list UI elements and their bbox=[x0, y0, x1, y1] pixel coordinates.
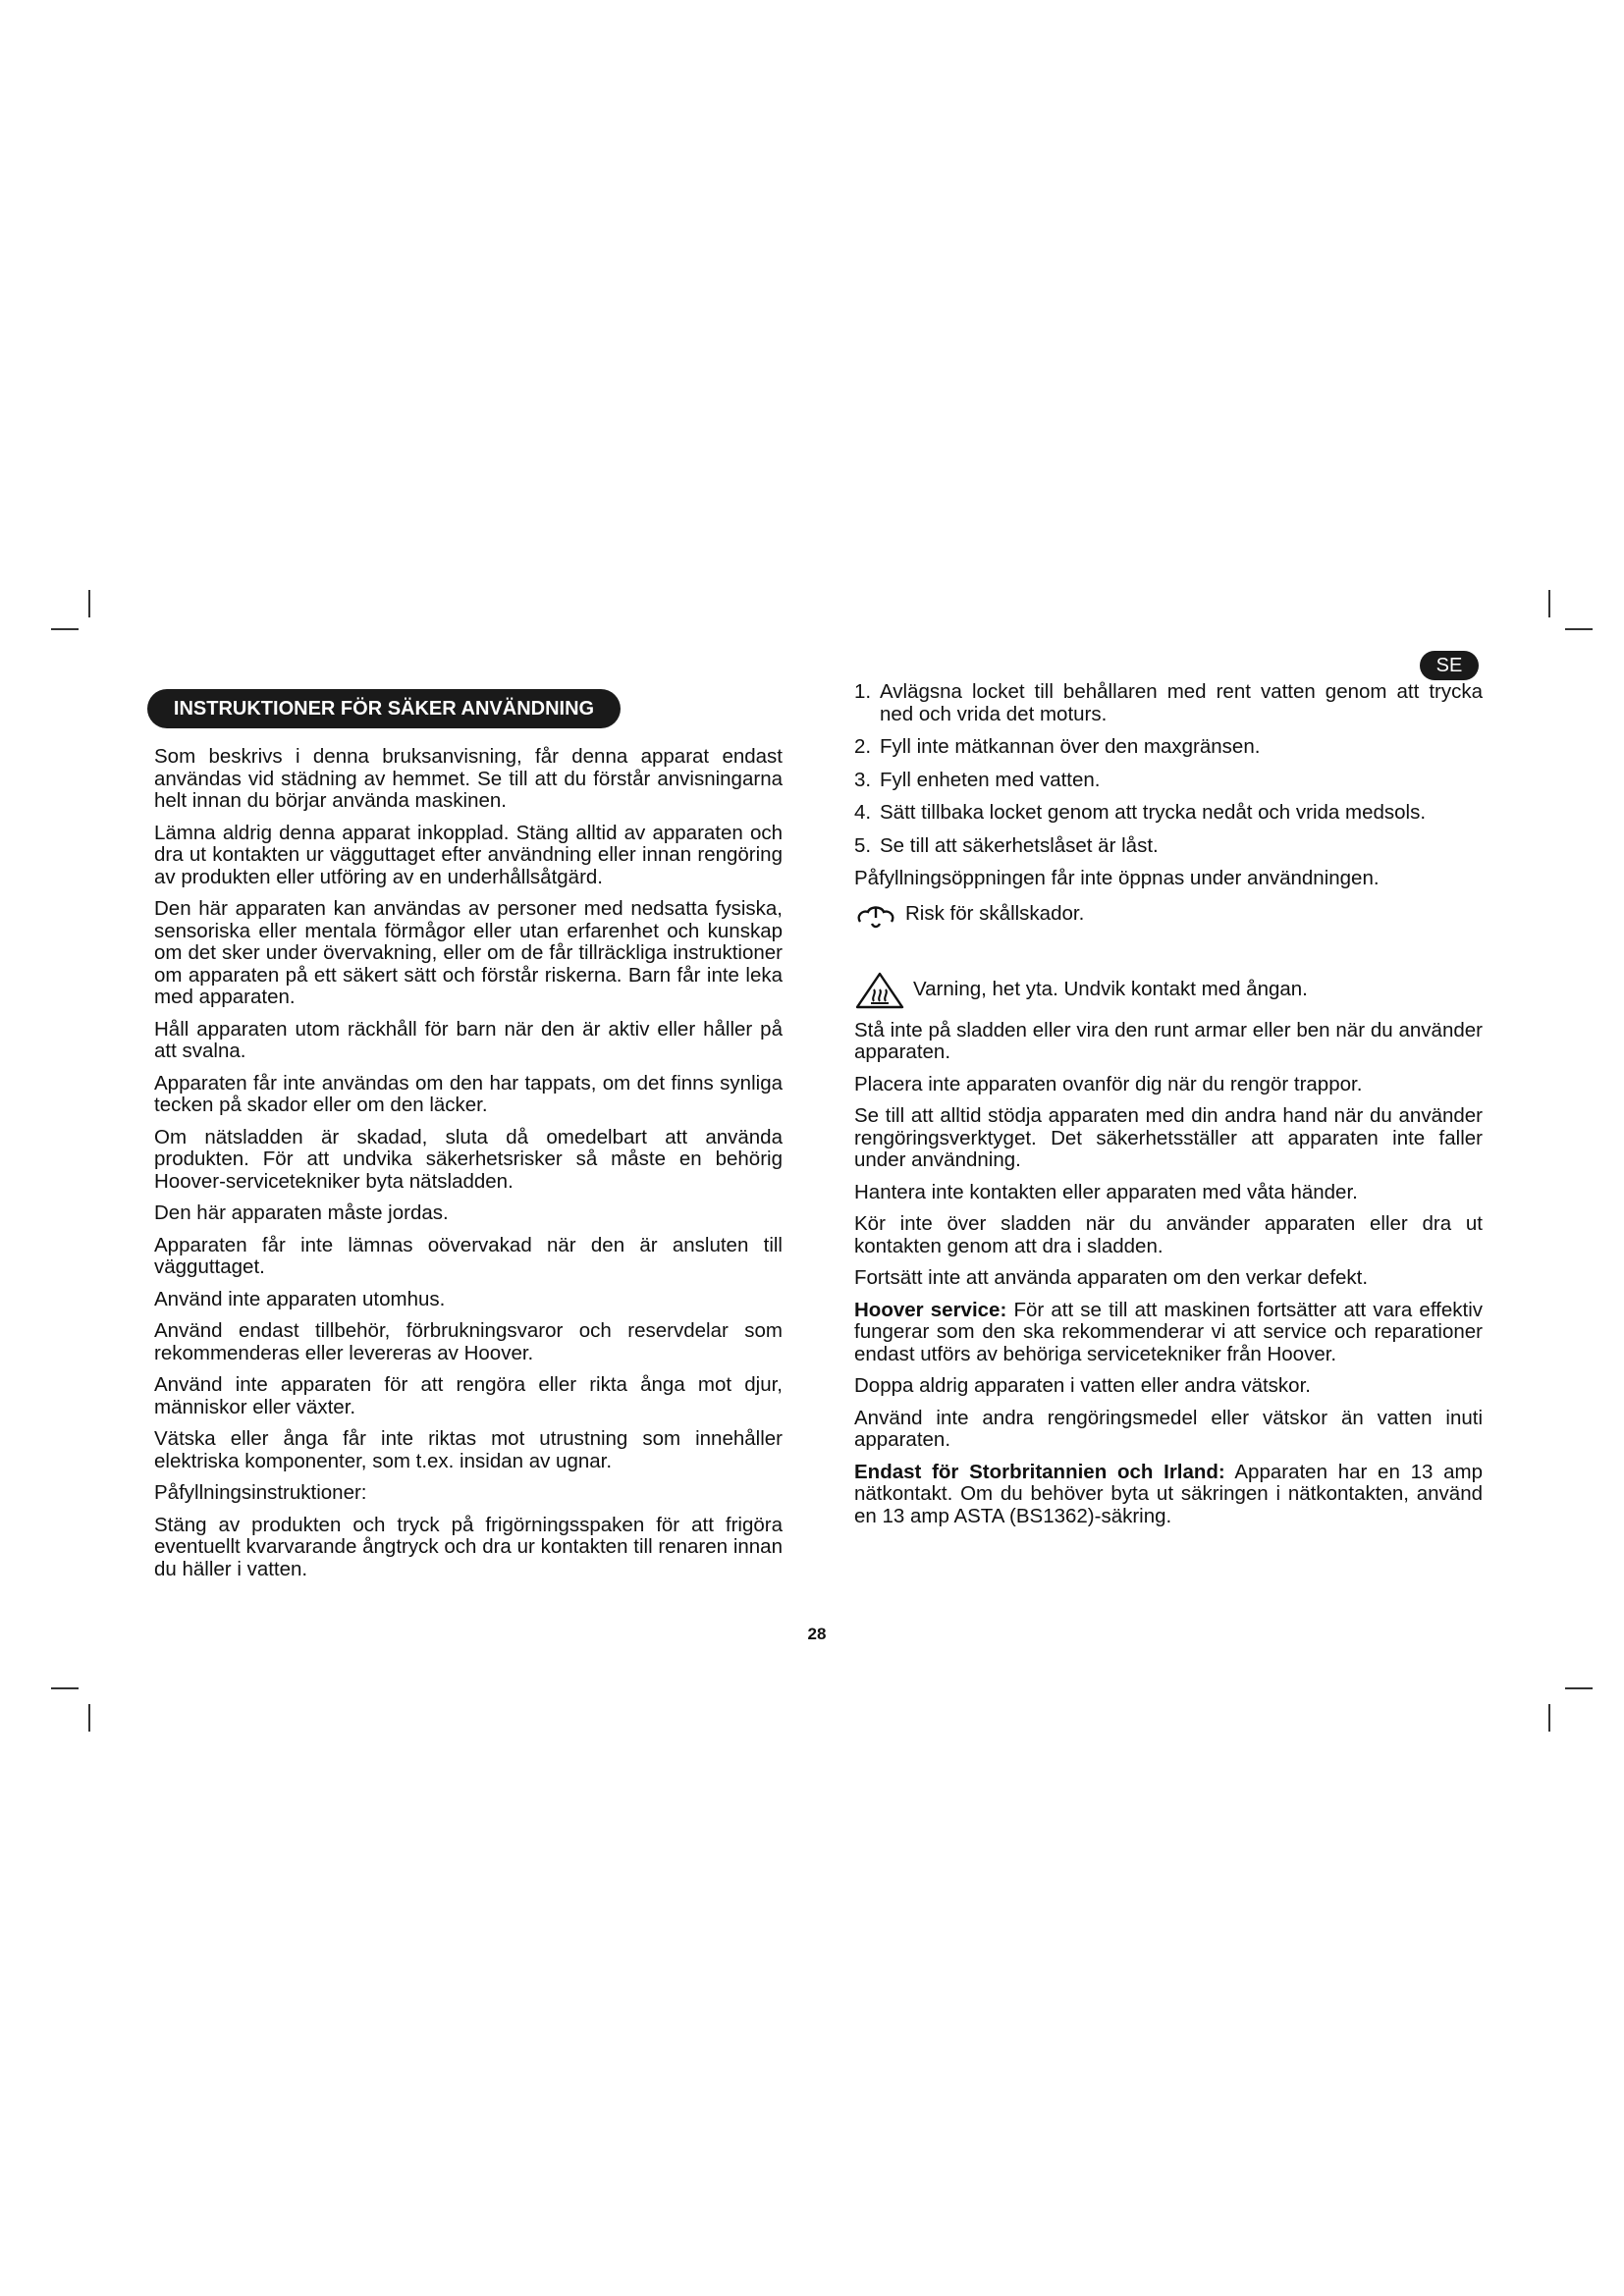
step-text: Se till att säkerhetslåset är låst. bbox=[880, 833, 1159, 857]
right-column bbox=[854, 681, 1483, 1537]
crop-mark bbox=[88, 1704, 90, 1732]
paragraph: Den här apparaten kan användas av personer med nedsatta fysiska, sensoriska eller mentala förmågor eller utan erfarenhet och kunskap om det sker under övervakning, eller om de får tillräckliga instruktioner om apparaten på ett säkert sätt och förstår riskerna. Barn får inte leka med apparaten. bbox=[154, 897, 783, 1008]
step-text: Fyll inte mätkannan över den maxgränsen. bbox=[880, 735, 1261, 758]
steam-scald-warning-icon bbox=[854, 900, 897, 930]
paragraph: Om nätsladden är skadad, sluta då omedelbart att använda produkten. För att undvika säkerhetsrisker så måste en behörig Hoover-servicetekniker byta nätsladden. bbox=[154, 1125, 783, 1193]
paragraph: Använd endast tillbehör, förbrukningsvaror och reservdelar som rekommenderas eller levereras av Hoover. bbox=[154, 1319, 783, 1364]
step-number: 5. bbox=[854, 833, 872, 857]
paragraph: Som beskrivs i denna bruksanvisning, får denna apparat endast användas vid städning av hemmet. Se till att du förstår anvisningarna helt innan du börjar använda maskinen. bbox=[154, 745, 783, 812]
hot-surface-warning bbox=[854, 971, 1483, 1010]
paragraph: Stå inte på sladden eller vira den runt armar eller ben när du använder apparaten. bbox=[854, 1018, 1483, 1063]
paragraph: Använd inte andra rengöringsmedel eller vätskor än vatten inuti apparaten. bbox=[854, 1406, 1483, 1451]
uk-ireland-paragraph bbox=[854, 1462, 1483, 1528]
paragraph: Apparaten får inte användas om den har tappats, om det finns synliga tecken på skador eller om den läcker. bbox=[154, 1071, 783, 1116]
hot-surface-text: Varning, het yta. Undvik kontakt med ångan. bbox=[913, 978, 1308, 1001]
crop-mark bbox=[1565, 1687, 1593, 1689]
list-item bbox=[854, 835, 1483, 858]
crop-mark bbox=[1548, 590, 1550, 617]
section-heading: INSTRUKTIONER FÖR SÄKER ANVÄNDNING bbox=[147, 689, 621, 728]
hot-surface-warning-icon bbox=[854, 971, 905, 1010]
crop-mark bbox=[51, 1687, 79, 1689]
step-text: Fyll enheten med vatten. bbox=[880, 768, 1101, 791]
paragraph: Vätska eller ånga får inte riktas mot utrustning som innehåller elektriska komponenter, som t.ex. insidan av ugnar. bbox=[154, 1427, 783, 1472]
crop-mark bbox=[1548, 1704, 1550, 1732]
paragraph: Se till att alltid stödja apparaten med din andra hand när du använder rengöringsverktyget. Det säkerhetsställer att apparaten inte faller under användning. bbox=[854, 1104, 1483, 1171]
refill-note: Påfyllningsöppningen får inte öppnas under användningen. bbox=[854, 867, 1380, 889]
step-text: Avlägsna locket till behållaren med rent vatten genom att trycka ned och vrida det moturs. bbox=[880, 680, 1483, 725]
language-badge: SE bbox=[1420, 651, 1479, 680]
crop-mark bbox=[1565, 628, 1593, 630]
paragraph: Håll apparaten utom räckhåll för barn när den är aktiv eller håller på att svalna. bbox=[154, 1017, 783, 1062]
hoover-service-text: För att se till att maskinen fortsätter att vara effektiv fungerar som den ska rekommenderar vi att service och reparationer endast utförs av behöriga servicetekniker från Hoover. bbox=[854, 1298, 1483, 1365]
paragraph: Hantera inte kontakten eller apparaten med våta händer. bbox=[854, 1180, 1358, 1203]
list-item bbox=[854, 736, 1483, 759]
hoover-service-label: Hoover service: bbox=[854, 1298, 1007, 1321]
paragraph: Doppa aldrig apparaten i vatten eller andra vätskor. bbox=[854, 1374, 1311, 1397]
hoover-service-paragraph bbox=[854, 1300, 1483, 1366]
paragraph: Använd inte apparaten för att rengöra eller rikta ånga mot djur, människor eller växter. bbox=[154, 1373, 783, 1418]
paragraph: Kör inte över sladden när du använder apparaten eller dra ut kontakten genom att dra i sladden. bbox=[854, 1212, 1483, 1257]
step-number: 3. bbox=[854, 768, 872, 791]
step-text: Sätt tillbaka locket genom att trycka nedåt och vrida medsols. bbox=[880, 801, 1427, 824]
uk-ireland-label: Endast för Storbritannien och Irland: bbox=[854, 1460, 1225, 1483]
page-number: 28 bbox=[807, 1625, 827, 1643]
paragraph: Stäng av produkten och tryck på frigörningsspaken för att frigöra eventuellt kvarvarande ångtryck och dra ur kontakten till renaren innan du häller i vatten. bbox=[154, 1513, 783, 1580]
crop-mark bbox=[51, 628, 79, 630]
refill-instructions-title: Påfyllningsinstruktioner: bbox=[154, 1481, 367, 1504]
step-number: 1. bbox=[854, 680, 872, 703]
crop-mark bbox=[88, 590, 90, 617]
paragraph: Apparaten får inte lämnas oövervakad när den är ansluten till vägguttaget. bbox=[154, 1233, 783, 1278]
paragraph: Fortsätt inte att använda apparaten om den verkar defekt. bbox=[854, 1266, 1369, 1289]
step-number: 4. bbox=[854, 801, 872, 824]
uk-ireland-text: Apparaten har en 13 amp nätkontakt. Om du behöver byta ut säkringen i nätkontakten, använd en 13 amp ASTA (BS1362)-säkring. bbox=[854, 1460, 1483, 1527]
spacer bbox=[854, 939, 1483, 969]
list-item bbox=[854, 770, 1483, 792]
scald-warning bbox=[854, 900, 1483, 930]
paragraph: Lämna aldrig denna apparat inkopplad. Stäng alltid av apparaten och dra ut kontakten ur vägguttaget efter användning eller innan rengöring av produkten eller utföring av en underhållsåtgärd. bbox=[154, 821, 783, 888]
list-item bbox=[854, 681, 1483, 725]
left-column bbox=[154, 693, 783, 1590]
step-number: 2. bbox=[854, 735, 872, 758]
scald-risk-text: Risk för skållskador. bbox=[905, 902, 1085, 926]
paragraph: Placera inte apparaten ovanför dig när du rengör trappor. bbox=[854, 1072, 1363, 1095]
list-item bbox=[854, 802, 1483, 825]
paragraph: Den här apparaten måste jordas. bbox=[154, 1201, 449, 1224]
paragraph: Använd inte apparaten utomhus. bbox=[154, 1287, 446, 1310]
